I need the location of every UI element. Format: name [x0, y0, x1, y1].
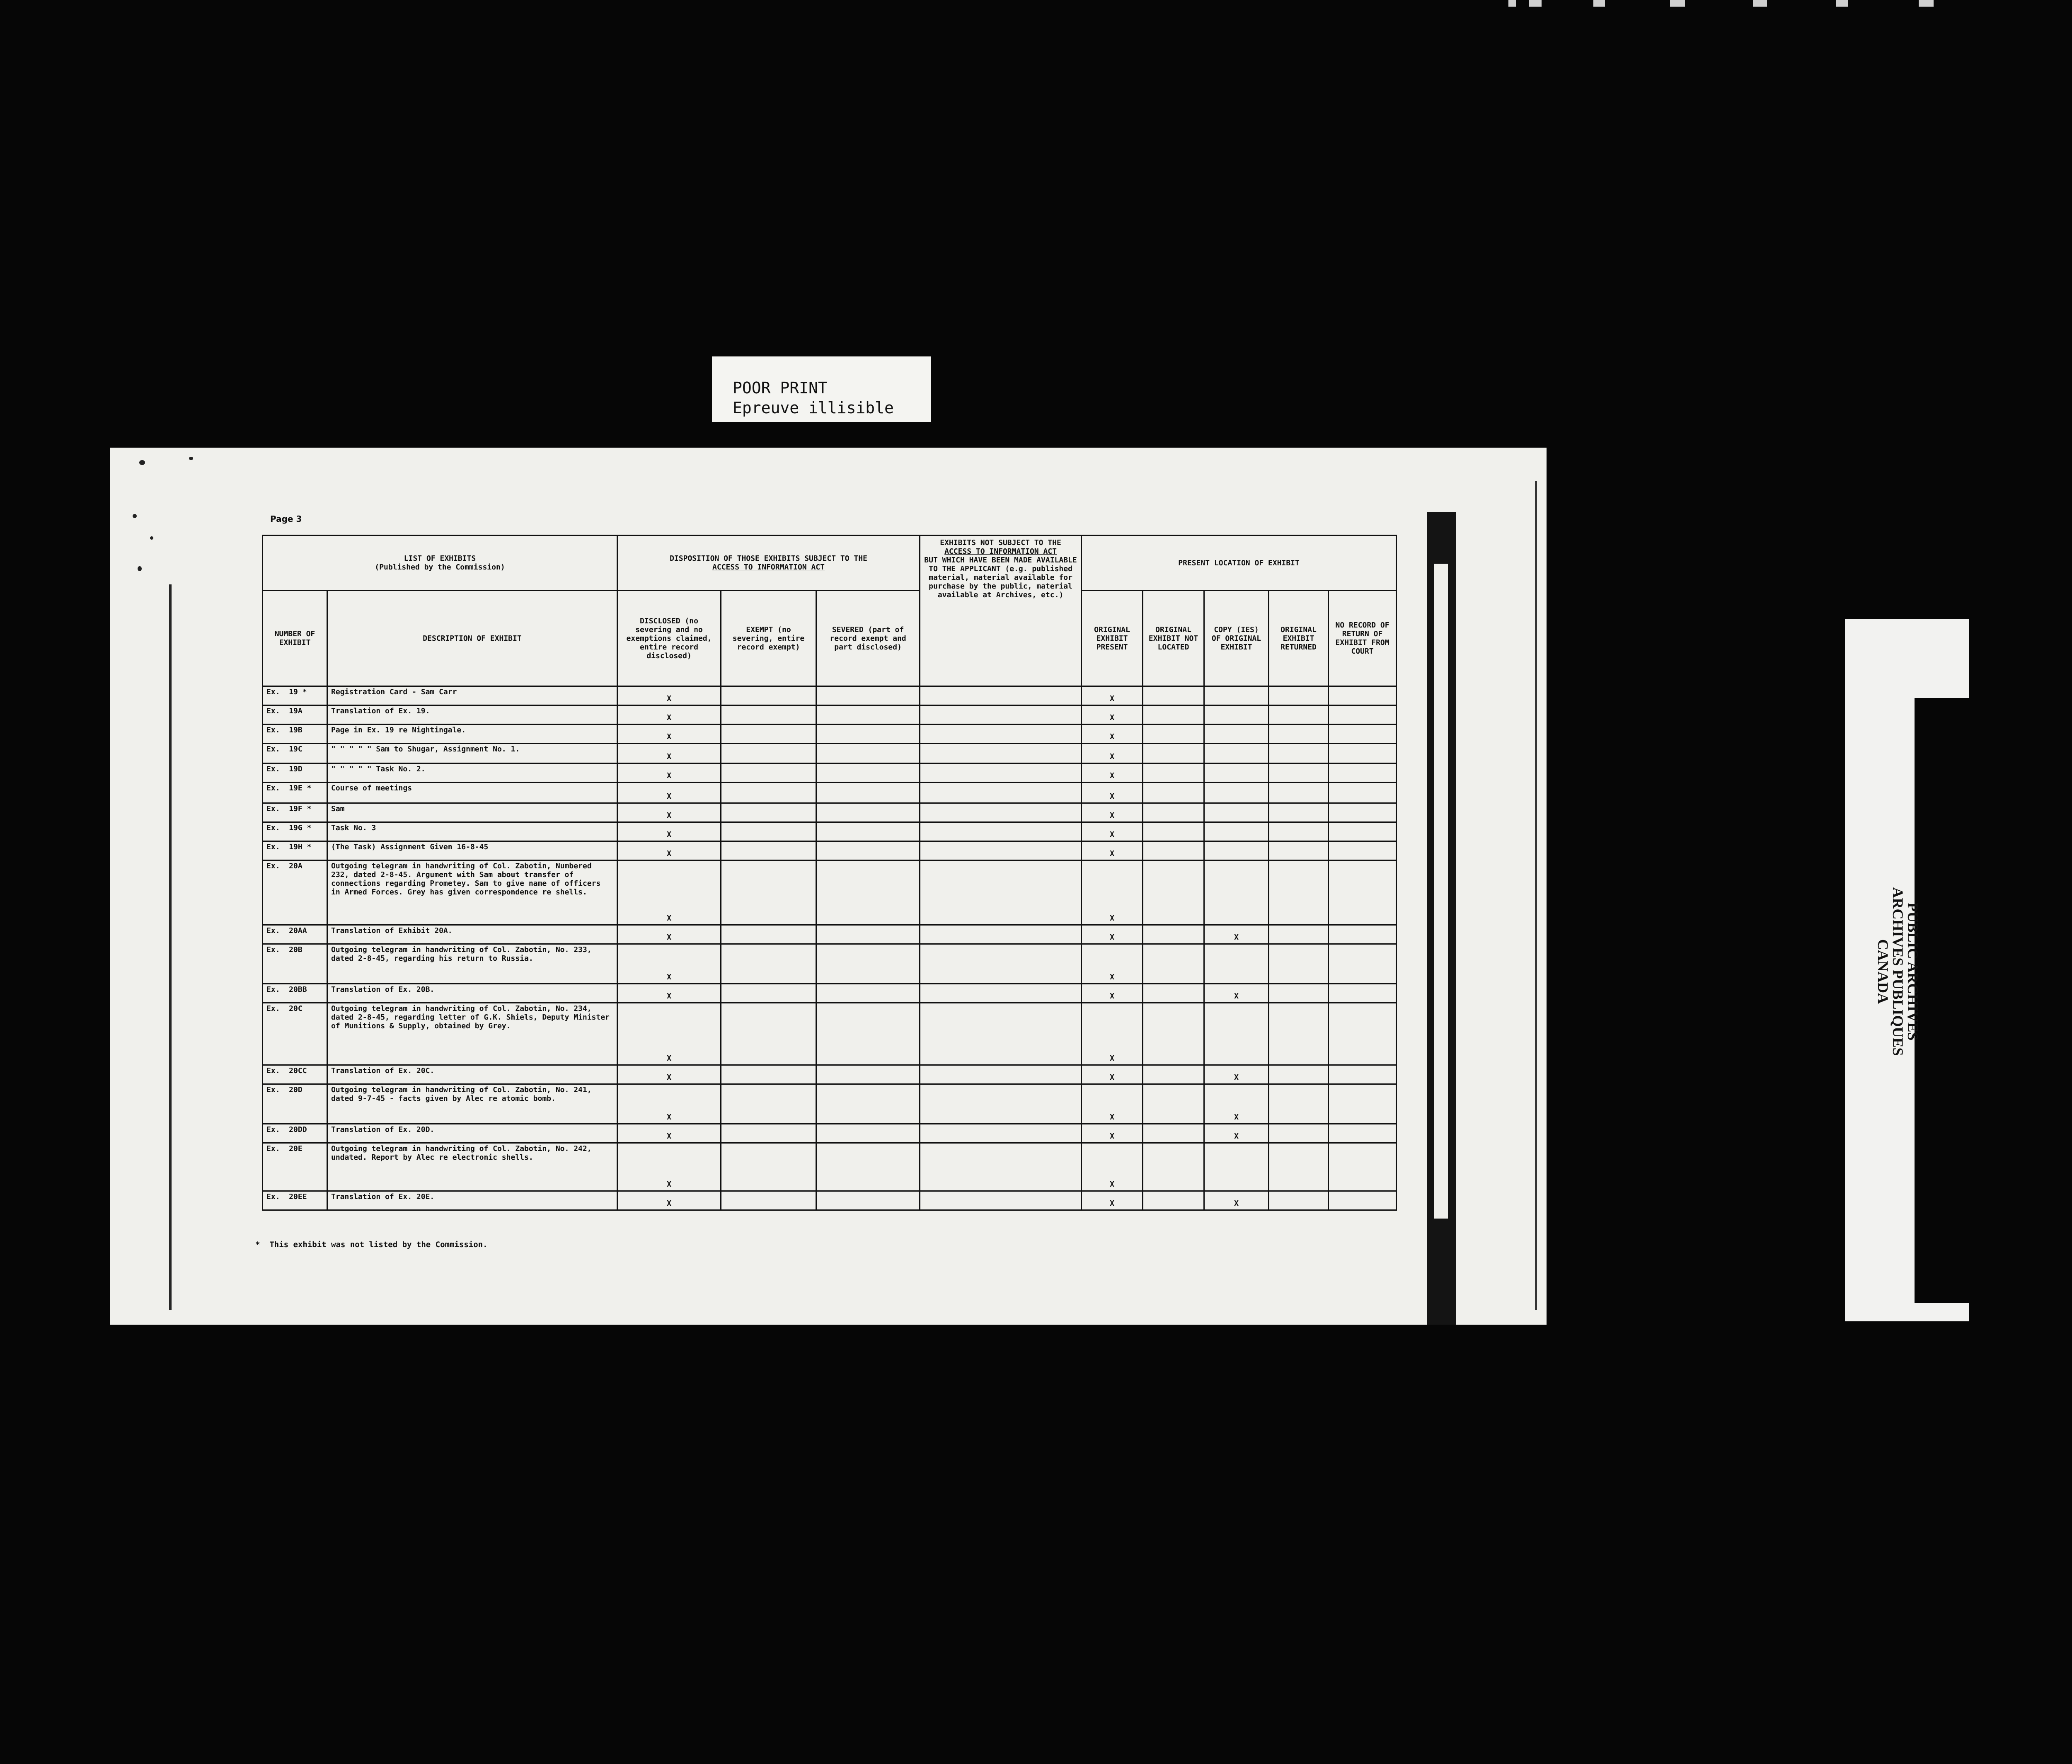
exempt-cell	[721, 1084, 816, 1124]
severed-cell	[816, 925, 920, 944]
exhibit-description: Task No. 3	[327, 822, 617, 841]
exhibit-number: Ex. 20B	[263, 944, 327, 984]
not-subject-cell	[920, 822, 1082, 841]
exhibit-description: Translation of Ex. 20D.	[327, 1124, 617, 1143]
table-row	[263, 686, 1397, 705]
exhibit-number: Ex. 19F *	[263, 803, 327, 822]
original-present-mark: X	[1082, 1065, 1143, 1084]
not-located-cell	[1143, 763, 1204, 783]
severed-header: SEVERED (part of record exempt and part disclosed)	[816, 591, 920, 686]
original-present-mark: X	[1082, 1143, 1143, 1191]
not-subject-cell	[920, 1084, 1082, 1124]
returned-cell	[1269, 803, 1329, 822]
disclosed-mark: X	[617, 1124, 721, 1143]
no-record-cell	[1329, 1065, 1397, 1084]
not-located-cell	[1143, 944, 1204, 984]
table-row	[263, 944, 1397, 984]
exempt-cell	[721, 984, 816, 1003]
poor-print-stamp	[712, 356, 931, 422]
exempt-cell	[721, 1143, 816, 1191]
not-located-cell	[1143, 925, 1204, 944]
film-edge-marks	[1508, 0, 2072, 8]
exempt-cell	[721, 1065, 816, 1084]
no-record-cell	[1329, 744, 1397, 763]
copy-mark	[1204, 1143, 1269, 1191]
footnote: * This exhibit was not listed by the Commission.	[255, 1240, 488, 1249]
copy-mark	[1204, 783, 1269, 803]
table-row	[263, 1003, 1397, 1065]
not-located-cell	[1143, 803, 1204, 822]
returned-cell	[1269, 1084, 1329, 1124]
table-row	[263, 925, 1397, 944]
returned-cell	[1269, 724, 1329, 744]
returned-cell	[1269, 1065, 1329, 1084]
table-row	[263, 783, 1397, 803]
original-present-mark: X	[1082, 944, 1143, 984]
exhibit-description: Page in Ex. 19 re Nightingale.	[327, 724, 617, 744]
copy-mark: X	[1204, 1084, 1269, 1124]
not-subject-details: BUT WHICH HAVE BEEN MADE AVAILABLE TO THE APPLICANT (e.g. published material, material available for purchase by the public, material available at Archives, etc.)	[924, 556, 1077, 599]
not-located-cell	[1143, 841, 1204, 860]
table-row	[263, 1065, 1397, 1084]
not-located-cell	[1143, 1084, 1204, 1124]
no-record-cell	[1329, 1191, 1397, 1210]
returned-cell	[1269, 841, 1329, 860]
copy-mark: X	[1204, 1065, 1269, 1084]
exhibit-description: Translation of Ex. 19.	[327, 705, 617, 724]
stamp-line-2: Epreuve illisible	[733, 399, 894, 417]
copy-mark	[1204, 841, 1269, 860]
not-located-cell	[1143, 783, 1204, 803]
disposition-act: ACCESS TO INFORMATION ACT	[712, 563, 825, 572]
original-returned-header: ORIGINAL EXHIBIT RETURNED	[1269, 591, 1329, 686]
returned-cell	[1269, 822, 1329, 841]
returned-cell	[1269, 705, 1329, 724]
original-present-mark: X	[1082, 925, 1143, 944]
exempt-cell	[721, 1124, 816, 1143]
exhibit-number: Ex. 19D	[263, 763, 327, 783]
returned-cell	[1269, 686, 1329, 705]
disposition-title: DISPOSITION OF THOSE EXHIBITS SUBJECT TO THE	[670, 554, 867, 563]
not-located-cell	[1143, 1143, 1204, 1191]
copy-mark	[1204, 944, 1269, 984]
severed-cell	[816, 984, 920, 1003]
disclosed-mark: X	[617, 1143, 721, 1191]
exhibit-number: Ex. 20D	[263, 1084, 327, 1124]
not-located-cell	[1143, 1065, 1204, 1084]
exempt-cell	[721, 763, 816, 783]
not-subject-title: EXHIBITS NOT SUBJECT TO THE	[940, 538, 1061, 547]
original-present-mark: X	[1082, 860, 1143, 925]
exhibit-description: (The Task) Assignment Given 16-8-45	[327, 841, 617, 860]
disclosed-mark: X	[617, 1003, 721, 1065]
exhibit-number: Ex. 20BB	[263, 984, 327, 1003]
exhibit-description: Outgoing telegram in handwriting of Col. Zabotin, No. 233, dated 2-8-45, regarding his return to Russia.	[327, 944, 617, 984]
table-row	[263, 1084, 1397, 1124]
table-row	[263, 803, 1397, 822]
exhibit-number: Ex. 20CC	[263, 1065, 327, 1084]
exhibits-table-body	[263, 686, 1397, 1210]
not-subject-cell	[920, 744, 1082, 763]
disclosed-mark: X	[617, 860, 721, 925]
original-present-mark: X	[1082, 686, 1143, 705]
original-present-mark: X	[1082, 841, 1143, 860]
severed-cell	[816, 744, 920, 763]
severed-cell	[816, 763, 920, 783]
exhibit-number: Ex. 20EE	[263, 1191, 327, 1210]
exempt-cell	[721, 783, 816, 803]
no-record-cell	[1329, 860, 1397, 925]
not-subject-cell	[920, 984, 1082, 1003]
no-record-cell	[1329, 724, 1397, 744]
not-subject-cell	[920, 1191, 1082, 1210]
disposition-header	[617, 536, 920, 591]
not-located-cell	[1143, 1191, 1204, 1210]
exempt-cell	[721, 860, 816, 925]
no-record-cell	[1329, 705, 1397, 724]
binding-strip-inner	[1434, 564, 1448, 1219]
original-present-mark: X	[1082, 744, 1143, 763]
not-located-cell	[1143, 822, 1204, 841]
no-record-cell	[1329, 841, 1397, 860]
disclosed-mark: X	[617, 763, 721, 783]
not-subject-cell	[920, 783, 1082, 803]
disclosed-mark: X	[617, 783, 721, 803]
exempt-cell	[721, 925, 816, 944]
copy-mark	[1204, 763, 1269, 783]
exhibit-description: Sam	[327, 803, 617, 822]
original-present-mark: X	[1082, 705, 1143, 724]
original-present-mark: X	[1082, 803, 1143, 822]
table-row	[263, 1143, 1397, 1191]
exhibit-number: Ex. 20C	[263, 1003, 327, 1065]
table-row	[263, 984, 1397, 1003]
no-record-header: NO RECORD OF RETURN OF EXHIBIT FROM COURT	[1329, 591, 1397, 686]
description-header: DESCRIPTION OF EXHIBIT	[327, 591, 617, 686]
not-subject-act: ACCESS TO INFORMATION ACT	[944, 547, 1057, 556]
table-row	[263, 841, 1397, 860]
stamp-line-1: POOR PRINT	[733, 379, 828, 397]
returned-cell	[1269, 984, 1329, 1003]
no-record-cell	[1329, 1124, 1397, 1143]
copy-mark	[1204, 860, 1269, 925]
original-present-mark: X	[1082, 1124, 1143, 1143]
not-subject-cell	[920, 803, 1082, 822]
copy-mark	[1204, 705, 1269, 724]
not-subject-header	[920, 536, 1082, 686]
table-row	[263, 724, 1397, 744]
exhibit-description: Outgoing telegram in handwriting of Col. Zabotin, No. 234, dated 2-8-45, regarding letter of G.K. Shiels, Deputy Minister of Munitions & Supply, obtained by Grey.	[327, 1003, 617, 1065]
copy-mark	[1204, 1003, 1269, 1065]
not-located-cell	[1143, 686, 1204, 705]
disclosed-mark: X	[617, 1065, 721, 1084]
returned-cell	[1269, 1003, 1329, 1065]
severed-cell	[816, 1191, 920, 1210]
no-record-cell	[1329, 1084, 1397, 1124]
not-located-cell	[1143, 724, 1204, 744]
original-present-mark: X	[1082, 822, 1143, 841]
copy-mark: X	[1204, 1191, 1269, 1210]
not-located-cell	[1143, 705, 1204, 724]
archive-line-2: ARCHIVES PUBLIQUES	[1890, 887, 1906, 1056]
exempt-cell	[721, 803, 816, 822]
severed-cell	[816, 1065, 920, 1084]
list-of-exhibits-title: LIST OF EXHIBITS	[404, 554, 476, 563]
severed-cell	[816, 686, 920, 705]
table-row	[263, 705, 1397, 724]
no-record-cell	[1329, 1143, 1397, 1191]
table-row	[263, 860, 1397, 925]
not-subject-cell	[920, 860, 1082, 925]
archive-line-3: CANADA	[1875, 939, 1891, 1004]
returned-cell	[1269, 925, 1329, 944]
disclosed-mark: X	[617, 724, 721, 744]
page-label: Page 3	[270, 514, 302, 524]
not-subject-cell	[920, 724, 1082, 744]
returned-cell	[1269, 1191, 1329, 1210]
exempt-cell	[721, 744, 816, 763]
exhibit-description: Outgoing telegram in handwriting of Col. Zabotin, Numbered 232, dated 2-8-45. Argument with Sam about transfer of connections regarding Prometey. Sam to give name of officers in Armed Forces. Grey has given correspondence re shells.	[327, 860, 617, 925]
copies-header: COPY (IES) OF ORIGINAL EXHIBIT	[1204, 591, 1269, 686]
not-subject-cell	[920, 944, 1082, 984]
exhibit-description: Translation of Ex. 20E.	[327, 1191, 617, 1210]
table-row	[263, 1124, 1397, 1143]
exhibit-description: Outgoing telegram in handwriting of Col. Zabotin, No. 241, dated 9-7-45 - facts given by Alec re atomic bomb.	[327, 1084, 617, 1124]
severed-cell	[816, 803, 920, 822]
exhibit-description: Registration Card - Sam Carr	[327, 686, 617, 705]
copy-mark: X	[1204, 1124, 1269, 1143]
severed-cell	[816, 1084, 920, 1124]
not-located-cell	[1143, 984, 1204, 1003]
severed-cell	[816, 705, 920, 724]
copy-mark: X	[1204, 925, 1269, 944]
not-located-cell	[1143, 744, 1204, 763]
severed-cell	[816, 944, 920, 984]
disclosed-header: DISCLOSED (no severing and no exemptions claimed, entire record disclosed)	[617, 591, 721, 686]
severed-cell	[816, 724, 920, 744]
exhibit-number: Ex. 19A	[263, 705, 327, 724]
exhibits-table	[262, 535, 1397, 1211]
returned-cell	[1269, 744, 1329, 763]
disclosed-mark: X	[617, 944, 721, 984]
disclosed-mark: X	[617, 822, 721, 841]
disclosed-mark: X	[617, 705, 721, 724]
archive-label	[1875, 835, 1920, 1108]
not-subject-cell	[920, 1003, 1082, 1065]
severed-cell	[816, 822, 920, 841]
not-subject-cell	[920, 1065, 1082, 1084]
exhibit-number: Ex. 19G *	[263, 822, 327, 841]
severed-cell	[816, 841, 920, 860]
disclosed-mark: X	[617, 803, 721, 822]
returned-cell	[1269, 783, 1329, 803]
exhibit-number: Ex. 20E	[263, 1143, 327, 1191]
exhibit-description: Outgoing telegram in handwriting of Col. Zabotin, No. 242, undated. Report by Alec re electronic shells.	[327, 1143, 617, 1191]
table-row	[263, 763, 1397, 783]
exempt-cell	[721, 1191, 816, 1210]
left-margin-rule	[169, 584, 172, 1310]
no-record-cell	[1329, 822, 1397, 841]
exhibit-number: Ex. 19E *	[263, 783, 327, 803]
exhibit-description: " " " " " Sam to Shugar, Assignment No. 1.	[327, 744, 617, 763]
not-subject-cell	[920, 705, 1082, 724]
not-located-cell	[1143, 860, 1204, 925]
exhibit-number: Ex. 20A	[263, 860, 327, 925]
no-record-cell	[1329, 803, 1397, 822]
severed-cell	[816, 1124, 920, 1143]
exhibit-description: Translation of Exhibit 20A.	[327, 925, 617, 944]
exempt-cell	[721, 822, 816, 841]
disclosed-mark: X	[617, 686, 721, 705]
disclosed-mark: X	[617, 1084, 721, 1124]
not-subject-cell	[920, 925, 1082, 944]
returned-cell	[1269, 860, 1329, 925]
card-notch	[1915, 698, 1969, 1303]
no-record-cell	[1329, 1003, 1397, 1065]
severed-cell	[816, 1003, 920, 1065]
not-subject-cell	[920, 1143, 1082, 1191]
returned-cell	[1269, 944, 1329, 984]
original-present-mark: X	[1082, 763, 1143, 783]
exempt-cell	[721, 686, 816, 705]
exhibit-number: Ex. 20AA	[263, 925, 327, 944]
not-located-cell	[1143, 1003, 1204, 1065]
not-subject-cell	[920, 686, 1082, 705]
no-record-cell	[1329, 763, 1397, 783]
copy-mark: X	[1204, 984, 1269, 1003]
exempt-header: EXEMPT (no severing, entire record exempt)	[721, 591, 816, 686]
not-subject-cell	[920, 841, 1082, 860]
exhibit-description: Course of meetings	[327, 783, 617, 803]
exhibit-description: Translation of Ex. 20C.	[327, 1065, 617, 1084]
copy-mark	[1204, 724, 1269, 744]
published-by-note: (Published by the Commission)	[375, 563, 505, 572]
severed-cell	[816, 1143, 920, 1191]
exempt-cell	[721, 1003, 816, 1065]
no-record-cell	[1329, 783, 1397, 803]
list-of-exhibits-header	[263, 536, 617, 591]
number-of-exhibit-header: NUMBER OF EXHIBIT	[263, 591, 327, 686]
not-subject-cell	[920, 1124, 1082, 1143]
exhibit-number: Ex. 19B	[263, 724, 327, 744]
disclosed-mark: X	[617, 925, 721, 944]
no-record-cell	[1329, 984, 1397, 1003]
exhibit-number: Ex. 20DD	[263, 1124, 327, 1143]
copy-mark	[1204, 744, 1269, 763]
table-row	[263, 822, 1397, 841]
original-present-mark: X	[1082, 984, 1143, 1003]
original-not-located-header: ORIGINAL EXHIBIT NOT LOCATED	[1143, 591, 1204, 686]
exhibit-description: " " " " " Task No. 2.	[327, 763, 617, 783]
original-present-header: ORIGINAL EXHIBIT PRESENT	[1082, 591, 1143, 686]
returned-cell	[1269, 763, 1329, 783]
disclosed-mark: X	[617, 841, 721, 860]
document-sheet	[110, 448, 1547, 1325]
no-record-cell	[1329, 686, 1397, 705]
original-present-mark: X	[1082, 1003, 1143, 1065]
exhibit-number: Ex. 19 *	[263, 686, 327, 705]
table-row	[263, 744, 1397, 763]
exempt-cell	[721, 944, 816, 984]
archive-line-1: PUBLIC ARCHIVES	[1905, 902, 1921, 1041]
exempt-cell	[721, 841, 816, 860]
disclosed-mark: X	[617, 1191, 721, 1210]
original-present-mark: X	[1082, 1191, 1143, 1210]
severed-cell	[816, 860, 920, 925]
present-location-header: PRESENT LOCATION OF EXHIBIT	[1082, 536, 1397, 591]
returned-cell	[1269, 1143, 1329, 1191]
exempt-cell	[721, 724, 816, 744]
original-present-mark: X	[1082, 1084, 1143, 1124]
severed-cell	[816, 783, 920, 803]
returned-cell	[1269, 1124, 1329, 1143]
copy-mark	[1204, 822, 1269, 841]
table-row	[263, 1191, 1397, 1210]
original-present-mark: X	[1082, 783, 1143, 803]
disclosed-mark: X	[617, 744, 721, 763]
exhibit-number: Ex. 19C	[263, 744, 327, 763]
copy-mark	[1204, 803, 1269, 822]
original-present-mark: X	[1082, 724, 1143, 744]
not-located-cell	[1143, 1124, 1204, 1143]
exhibit-description: Translation of Ex. 20B.	[327, 984, 617, 1003]
exhibit-number: Ex. 19H *	[263, 841, 327, 860]
exempt-cell	[721, 705, 816, 724]
no-record-cell	[1329, 925, 1397, 944]
archive-label-card	[1845, 619, 1969, 1321]
not-subject-cell	[920, 763, 1082, 783]
copy-mark	[1204, 686, 1269, 705]
right-edge-rule	[1535, 481, 1537, 1310]
no-record-cell	[1329, 944, 1397, 984]
disclosed-mark: X	[617, 984, 721, 1003]
